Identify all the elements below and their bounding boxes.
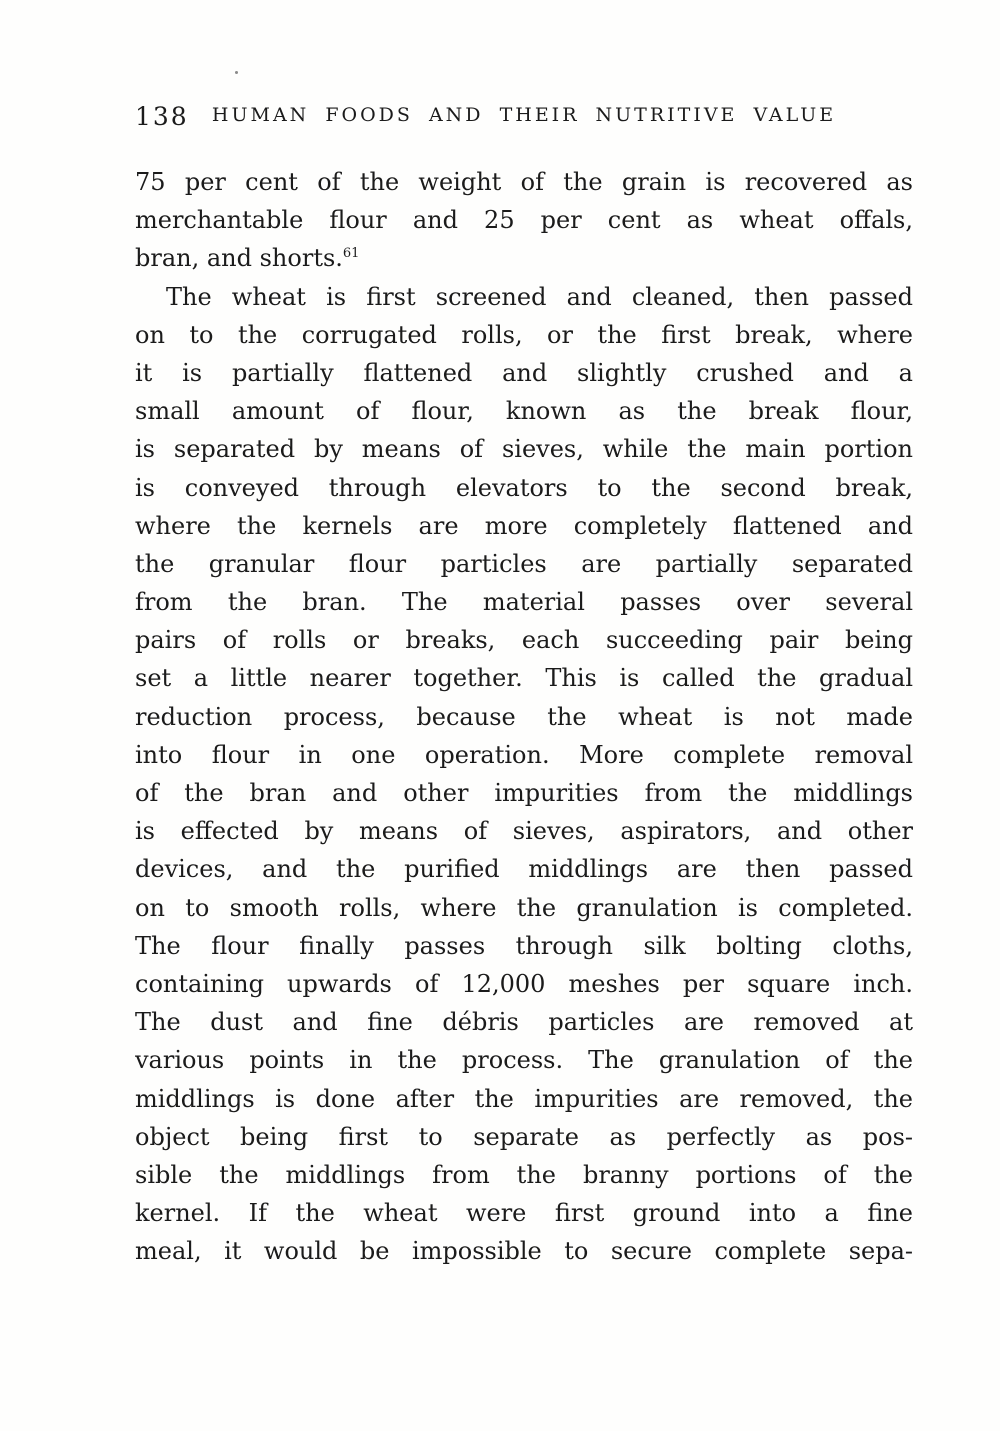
- text-line: the granular flour particles are partially separated: [135, 549, 913, 578]
- text-line: middlings is done after the impurities are removed, the: [135, 1084, 913, 1113]
- text-line: merchantable flour and 25 per cent as wheat offals,: [135, 206, 913, 235]
- paragraph: [135, 163, 913, 278]
- paragraph: [135, 278, 913, 1271]
- text-line: on to the corrugated rolls, or the first break, where: [135, 320, 913, 349]
- text-line: is conveyed through elevators to the second break,: [135, 473, 913, 502]
- page-number: 138: [135, 102, 189, 131]
- text-line: into flour in one operation. More complete removal: [135, 740, 913, 769]
- text-line: containing upwards of 12,000 meshes per square inch.: [135, 969, 913, 998]
- text-line: The dust and fine débris particles are removed at: [135, 1008, 913, 1037]
- text-line: object being first to separate as perfectly as pos-: [135, 1122, 913, 1151]
- text-line: is separated by means of sieves, while the main portion: [135, 435, 913, 464]
- page-body: [135, 163, 913, 1270]
- scan-speck: [235, 71, 238, 74]
- text-line: The wheat is first screened and cleaned, then passed: [166, 282, 913, 311]
- text-line: The flour finally passes through silk bolting cloths,: [135, 931, 913, 960]
- page-header: [135, 100, 913, 131]
- text-line: pairs of rolls or breaks, each succeeding pair being: [135, 626, 913, 655]
- text-line: from the bran. The material passes over several: [135, 588, 913, 617]
- text-line: small amount of flour, known as the break flour,: [135, 397, 913, 426]
- text-line: various points in the process. The granulation of the: [135, 1046, 913, 1075]
- text-line: reduction process, because the wheat is not made: [135, 702, 913, 731]
- text-line: it is partially flattened and slightly crushed and a: [135, 358, 913, 387]
- text-line: set a little nearer together. This is called the gradual: [135, 664, 913, 693]
- text-line: where the kernels are more completely flattened and: [135, 511, 913, 540]
- text-line: is effected by means of sieves, aspirators, and other: [135, 817, 913, 846]
- text-line: of the bran and other impurities from the middlings: [135, 779, 913, 807]
- text-line: devices, and the purified middlings are then passed: [135, 855, 913, 884]
- footnote-reference: 61: [342, 246, 360, 262]
- text-line: bran, and shorts.$^{61}$: [135, 244, 360, 273]
- text-line: sible the middlings from the branny portions of the: [135, 1160, 913, 1189]
- text-line: 75 per cent of the weight of the grain is recovered as: [135, 168, 913, 196]
- running-title: HUMAN FOODS AND THEIR NUTRITIVE VALUE: [211, 104, 837, 126]
- text-line: on to smooth rolls, where the granulation is completed.: [135, 893, 913, 922]
- text-line: meal, it would be impossible to secure complete sepa-: [135, 1237, 913, 1266]
- text-line: kernel. If the wheat were first ground into a fine: [135, 1199, 913, 1228]
